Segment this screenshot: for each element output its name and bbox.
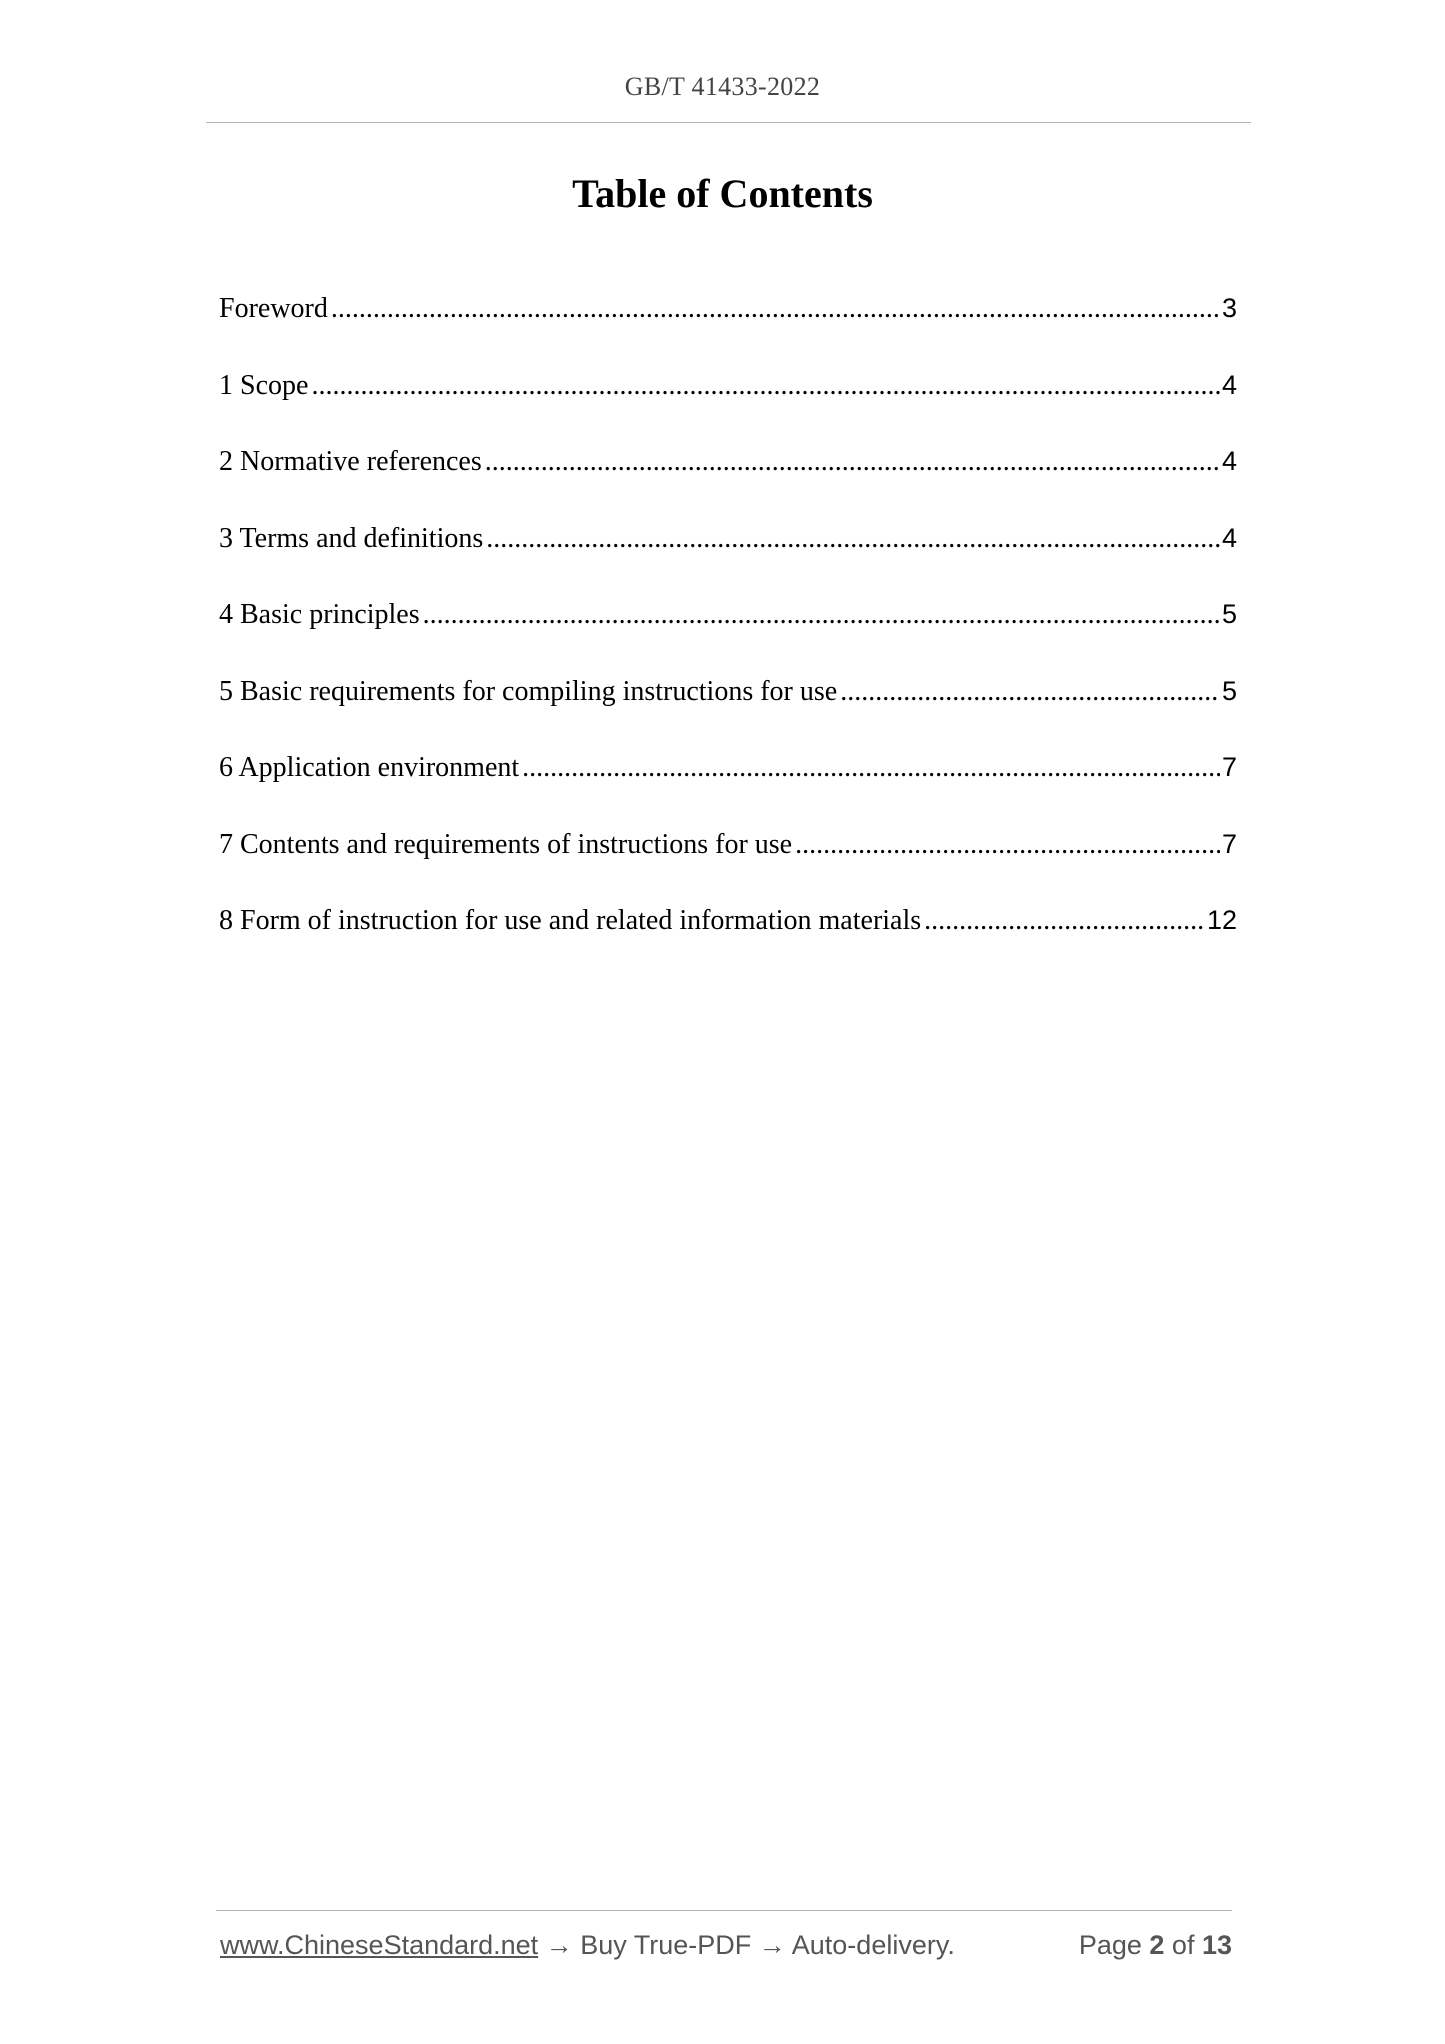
buy-text: Buy True-PDF xyxy=(580,1930,752,1960)
toc-entry-foreword[interactable] xyxy=(219,289,1237,366)
toc-entry-application-environment[interactable] xyxy=(219,748,1237,825)
toc-dot-leader xyxy=(522,749,1220,787)
toc-dot-leader xyxy=(311,367,1220,405)
toc-entry-label: Foreword xyxy=(219,293,328,324)
page-footer xyxy=(220,1930,1232,1961)
toc-dot-leader xyxy=(485,443,1220,481)
toc-entry-label: 8 Form of instruction for use and related information materials xyxy=(219,905,922,936)
toc-entry-label: 1 Scope xyxy=(219,369,309,401)
arrow-icon: → xyxy=(751,1930,792,1960)
toc-title: Table of Contents xyxy=(572,171,873,216)
footer-promo xyxy=(220,1930,955,1961)
site-link[interactable]: www.ChineseStandard.net xyxy=(220,1930,539,1960)
toc-entry-page: 12 xyxy=(1206,905,1237,935)
toc-dot-leader xyxy=(840,673,1220,711)
toc-entry-page: 7 xyxy=(1221,828,1237,859)
toc-entry-label: 2 Normative references xyxy=(219,446,482,477)
toc-entry-label: 7 Contents and requirements of instructions for use xyxy=(219,828,793,860)
arrow-icon: → xyxy=(538,1930,581,1960)
toc-dot-leader xyxy=(924,902,1205,940)
toc-entry-page: 3 xyxy=(1221,293,1237,323)
toc-entry-page: 4 xyxy=(1221,522,1237,553)
running-header: GB/T 41433-2022 xyxy=(624,72,821,101)
page-word: Page xyxy=(1078,1930,1150,1960)
toc-entry-page: 5 xyxy=(1221,675,1237,706)
toc-entry-terms-and-definitions[interactable] xyxy=(219,519,1237,596)
toc-dot-leader xyxy=(331,290,1220,328)
toc-entry-page: 4 xyxy=(1221,369,1237,400)
toc-list xyxy=(219,289,1237,978)
toc-entry-page: 4 xyxy=(1221,446,1237,476)
delivery-text: Auto-delivery. xyxy=(791,1930,955,1960)
toc-entry-basic-principles[interactable] xyxy=(219,595,1237,672)
toc-entry-label: 4 Basic principles xyxy=(219,599,420,630)
toc-entry-label: 6 Application environment xyxy=(219,752,520,783)
header-divider xyxy=(206,122,1251,123)
total-pages-number: 13 xyxy=(1201,1930,1232,1960)
toc-entry-form-of-instruction[interactable] xyxy=(219,901,1237,978)
footer-divider xyxy=(216,1910,1232,1911)
toc-dot-leader xyxy=(486,520,1220,558)
toc-entry-page: 7 xyxy=(1221,752,1237,782)
page-counter xyxy=(1079,1930,1232,1961)
toc-dot-leader xyxy=(423,596,1220,634)
toc-entry-basic-requirements[interactable] xyxy=(219,672,1237,749)
of-word: of xyxy=(1164,1930,1202,1960)
toc-entry-normative-references[interactable] xyxy=(219,442,1237,519)
current-page-number: 2 xyxy=(1149,1930,1165,1960)
toc-entry-contents-and-requirements[interactable] xyxy=(219,825,1237,902)
toc-entry-page: 5 xyxy=(1221,599,1237,629)
toc-entry-label: 5 Basic requirements for compiling instructions for use xyxy=(219,675,838,707)
toc-entry-label: 3 Terms and definitions xyxy=(219,522,484,554)
toc-dot-leader xyxy=(795,826,1220,864)
toc-entry-scope[interactable] xyxy=(219,366,1237,443)
